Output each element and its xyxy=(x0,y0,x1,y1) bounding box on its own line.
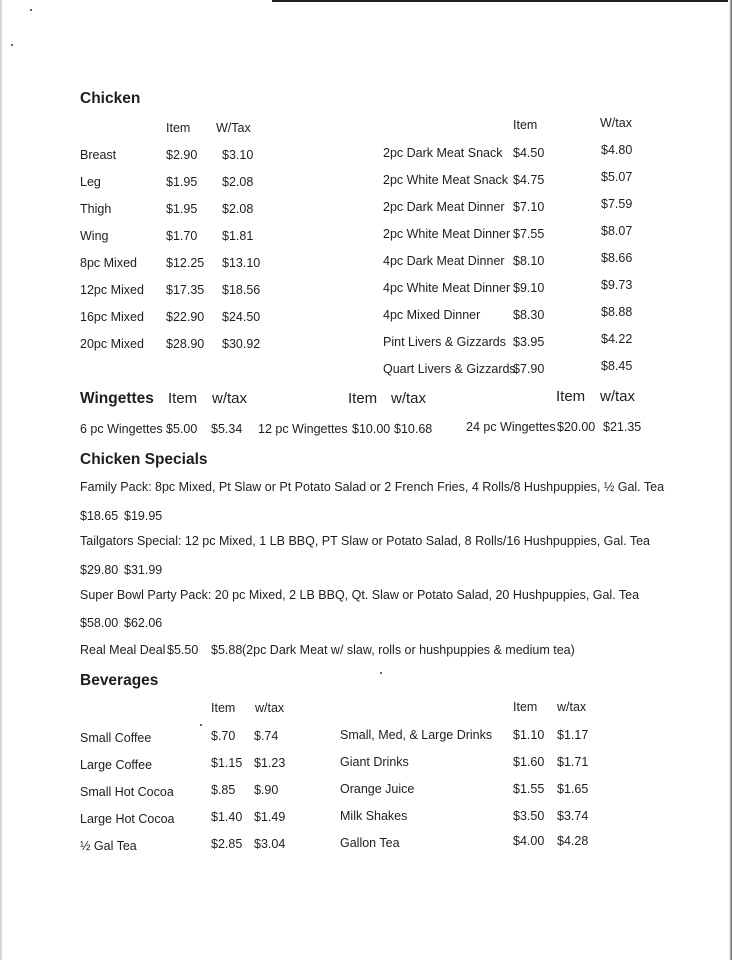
beverage-item-price-tax: $1.23 xyxy=(254,756,286,770)
beverage-item-name: Large Hot Cocoa xyxy=(80,812,175,826)
beverage-item-name: Small Hot Cocoa xyxy=(80,785,174,799)
beverage-item-price: $1.10 xyxy=(513,728,545,742)
special-description: Family Pack: 8pc Mixed, Pt Slaw or Pt Potato Salad or 2 French Fries, 4 Rolls/8 Hushpuppies, ½ Gal. Tea xyxy=(80,480,665,494)
chicken-right-item-header: Item xyxy=(513,118,538,132)
chicken-item-price-tax: $8.07 xyxy=(601,224,633,238)
beverage-item-price-tax: $3.74 xyxy=(557,809,589,823)
chicken-item-price-tax: $4.80 xyxy=(601,143,633,157)
chicken-item-price-tax: $2.08 xyxy=(222,175,254,189)
beverage-item-price: $1.60 xyxy=(513,755,545,769)
chicken-item-name: Thigh xyxy=(80,202,112,216)
chicken-item-name: 2pc Dark Meat Dinner xyxy=(383,200,505,214)
chicken-item-name: 4pc White Meat Dinner xyxy=(383,281,511,295)
beverage-item-price-tax: $1.71 xyxy=(557,755,589,769)
wingettes-item-price: $5.00 xyxy=(166,422,198,436)
chicken-item-name: Breast xyxy=(80,148,117,162)
chicken-item-name: 4pc Mixed Dinner xyxy=(383,308,481,322)
beverages-right-wtax-header: w/tax xyxy=(557,700,587,714)
real-meal-name: Real Meal Deal xyxy=(80,643,166,657)
chicken-item-price: $22.90 xyxy=(166,310,205,324)
beverages-right-item-header: Item xyxy=(513,700,538,714)
special-description: Tailgators Special: 12 pc Mixed, 1 LB BBQ, PT Slaw or Potato Salad, 8 Rolls/16 Hushpuppies, Gal. Tea xyxy=(80,534,650,548)
beverage-item-name: Milk Shakes xyxy=(340,809,408,823)
chicken-title: Chicken xyxy=(80,90,141,107)
chicken-item-price: $1.70 xyxy=(166,229,198,243)
beverage-item-name: Small Coffee xyxy=(80,731,152,745)
chicken-left-item-header: Item xyxy=(166,121,191,135)
chicken-item-name: 2pc Dark Meat Snack xyxy=(383,146,503,160)
wingettes-wtax-header: w/tax xyxy=(391,390,427,407)
wingettes-item-name: 24 pc Wingettes xyxy=(466,420,556,434)
wingettes-item-header: Item xyxy=(556,388,586,405)
chicken-item-price-tax: $30.92 xyxy=(222,337,261,351)
beverages-left-item-header: Item xyxy=(211,701,236,715)
beverage-item-price-tax: $1.65 xyxy=(557,782,589,796)
chicken-item-price-tax: $24.50 xyxy=(222,310,261,324)
beverage-item-name: Giant Drinks xyxy=(340,755,409,769)
chicken-item-price: $7.55 xyxy=(513,227,545,241)
chicken-item-price-tax: $7.59 xyxy=(601,197,633,211)
chicken-item-price-tax: $1.81 xyxy=(222,229,254,243)
beverage-item-price: $1.15 xyxy=(211,756,243,770)
beverage-item-price: $2.85 xyxy=(211,837,243,851)
beverage-item-price: $1.40 xyxy=(211,810,243,824)
chicken-item-name: Pint Livers & Gizzards xyxy=(383,335,506,349)
chicken-item-price: $1.95 xyxy=(166,202,198,216)
wingettes-item-name: 12 pc Wingettes xyxy=(258,422,348,436)
wingettes-item-price-tax: $5.34 xyxy=(211,422,243,436)
beverage-item-price-tax: $.74 xyxy=(254,729,279,743)
wingettes-item-price: $20.00 xyxy=(557,420,596,434)
special-price: $58.00 xyxy=(80,616,119,630)
chicken-item-price-tax: $8.88 xyxy=(601,305,633,319)
chicken-item-price-tax: $4.22 xyxy=(601,332,633,346)
beverage-item-name: ½ Gal Tea xyxy=(80,839,137,853)
scan-speck xyxy=(380,672,382,674)
beverage-item-price-tax: $.90 xyxy=(254,783,279,797)
chicken-item-price: $12.25 xyxy=(166,256,205,270)
chicken-item-price: $7.10 xyxy=(513,200,545,214)
beverage-item-name: Large Coffee xyxy=(80,758,153,772)
chicken-item-name: 2pc White Meat Dinner xyxy=(383,227,511,241)
chicken-item-price: $28.90 xyxy=(166,337,205,351)
chicken-item-name: 16pc Mixed xyxy=(80,310,144,324)
chicken-item-price-tax: $18.56 xyxy=(222,283,261,297)
wingettes-item-header: Item xyxy=(348,390,378,407)
real-meal-price-tax: $5.88 xyxy=(211,643,243,657)
beverage-item-name: Orange Juice xyxy=(340,782,415,796)
chicken-item-price: $1.95 xyxy=(166,175,198,189)
wingettes-item-header: Item xyxy=(168,390,198,407)
chicken-item-price-tax: $8.66 xyxy=(601,251,633,265)
chicken-item-name: 4pc Dark Meat Dinner xyxy=(383,254,505,268)
beverage-item-price: $1.55 xyxy=(513,782,545,796)
chicken-item-name: 2pc White Meat Snack xyxy=(383,173,509,187)
beverage-item-price: $.85 xyxy=(211,783,236,797)
chicken-item-price-tax: $2.08 xyxy=(222,202,254,216)
chicken-item-price-tax: $9.73 xyxy=(601,278,633,292)
beverage-item-name: Gallon Tea xyxy=(340,836,400,850)
wingettes-item-price-tax: $21.35 xyxy=(603,420,642,434)
chicken-left-wtax-header: W/Tax xyxy=(216,121,251,135)
chicken-item-price-tax: $8.45 xyxy=(601,359,633,373)
chicken-item-name: 12pc Mixed xyxy=(80,283,144,297)
beverage-item-price-tax: $4.28 xyxy=(557,834,589,848)
chicken-item-name: 8pc Mixed xyxy=(80,256,137,270)
chicken-item-price: $8.30 xyxy=(513,308,545,322)
chicken-right-wtax-header: W/tax xyxy=(600,116,632,130)
chicken-item-name: Quart Livers & Gizzards xyxy=(383,362,516,376)
special-description: Super Bowl Party Pack: 20 pc Mixed, 2 LB BBQ, Qt. Slaw or Potato Salad, 20 Hushpuppies, Gal. Tea xyxy=(80,588,640,602)
special-price-tax: $19.95 xyxy=(124,509,163,523)
beverage-item-price: $4.00 xyxy=(513,834,545,848)
wingettes-wtax-header: w/tax xyxy=(212,390,248,407)
beverage-item-price-tax: $3.04 xyxy=(254,837,286,851)
chicken-item-price: $8.10 xyxy=(513,254,545,268)
scan-speck xyxy=(11,44,13,46)
beverage-item-price: $.70 xyxy=(211,729,236,743)
chicken-item-price: $17.35 xyxy=(166,283,205,297)
chicken-item-name: Leg xyxy=(80,175,101,189)
scan-top-line xyxy=(272,0,728,2)
chicken-item-price-tax: $5.07 xyxy=(601,170,633,184)
wingettes-item-price-tax: $10.68 xyxy=(394,422,433,436)
wingettes-wtax-header: w/tax xyxy=(600,388,636,405)
specials-title: Chicken Specials xyxy=(80,451,208,468)
scan-left-edge xyxy=(0,0,3,960)
scan-speck xyxy=(30,9,32,11)
chicken-item-name: Wing xyxy=(80,229,109,243)
beverages-left-wtax-header: w/tax xyxy=(255,701,285,715)
chicken-item-price: $4.75 xyxy=(513,173,545,187)
beverage-item-name: Small, Med, & Large Drinks xyxy=(340,728,493,742)
chicken-item-price: $7.90 xyxy=(513,362,545,376)
chicken-item-price: $4.50 xyxy=(513,146,545,160)
beverages-title: Beverages xyxy=(80,672,159,689)
chicken-item-name: 20pc Mixed xyxy=(80,337,144,351)
wingettes-item-name: 6 pc Wingettes xyxy=(80,422,163,436)
beverage-item-price-tax: $1.49 xyxy=(254,810,286,824)
chicken-item-price-tax: $3.10 xyxy=(222,148,254,162)
scan-speck xyxy=(200,724,202,726)
special-price-tax: $31.99 xyxy=(124,563,163,577)
chicken-item-price: $9.10 xyxy=(513,281,545,295)
special-price-tax: $62.06 xyxy=(124,616,163,630)
beverage-item-price-tax: $1.17 xyxy=(557,728,589,742)
real-meal-note: (2pc Dark Meat w/ slaw, rolls or hushpuppies & medium tea) xyxy=(242,643,575,657)
wingettes-title: Wingettes xyxy=(80,390,154,407)
chicken-item-price-tax: $13.10 xyxy=(222,256,261,270)
chicken-item-price: $2.90 xyxy=(166,148,198,162)
special-price: $29.80 xyxy=(80,563,119,577)
real-meal-price: $5.50 xyxy=(167,643,199,657)
beverage-item-price: $3.50 xyxy=(513,809,545,823)
special-price: $18.65 xyxy=(80,509,119,523)
wingettes-item-price: $10.00 xyxy=(352,422,391,436)
chicken-item-price: $3.95 xyxy=(513,335,545,349)
